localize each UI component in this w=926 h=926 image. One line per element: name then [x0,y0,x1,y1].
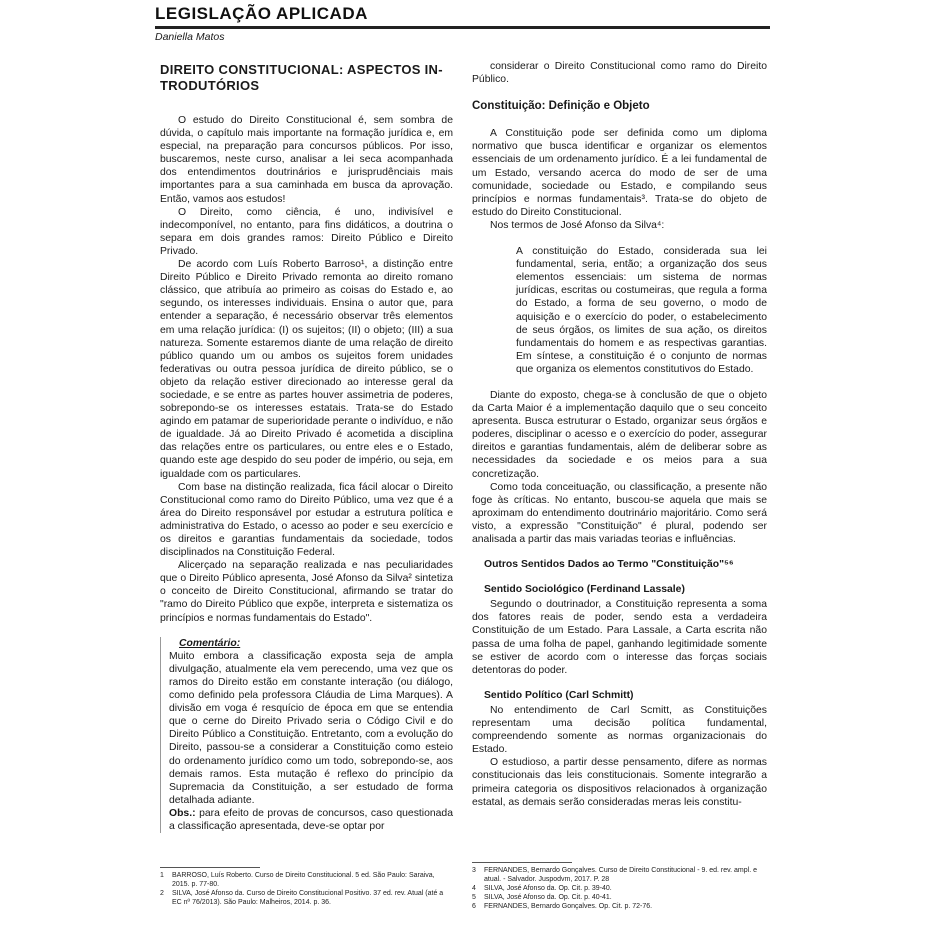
footnote-number: 4 [472,885,476,892]
chapter-title: DIREITO CONSTITUCIONAL: ASPECTOS IN-TRODUTÓRIOS [160,62,443,93]
subheading-political: Sentido Político (Carl Schmitt) [484,689,634,701]
footnote [472,902,767,911]
footnotes-right [472,866,767,911]
subheading-other-meanings: Outros Sentidos Dados ao Termo "Constituição"⁵⁶ [484,559,734,571]
paragraph: No entendimento de Carl Scmitt, as Constituições representam uma decisão política fundamental, compreendendo somente as normas organizacionais do Estado. [472,704,767,756]
footnote-text: FERNANDES, Bernardo Gonçalves. Op. Cit. p. 72-76. [484,903,653,910]
footnote-text: FERNANDES, Bernardo Gonçalves. Curso de Direito Constitucional - 9. ed. rev. ampl. e atual. - Salvador. Juspodvm, 2017. P. 28 [484,867,757,883]
paragraph: O estudioso, a partir desse pensamento, difere as normas constitucionais das leis constitucionais. Somente integrarão a primeira categoria os dispositivos relacionados à organização estatal, as demais serão consideradas meras leis constitu- [472,757,767,808]
paragraph: A Constituição pode ser definida como um diploma normativo que busca identificar e organizar os elementos essenciais de um ordenamento jurídico. É a lei fundamental de um Estado, versando acerca do modo de ser de uma comunidade, sociedade ou Estado, e compilando seus princípios e normas fundamentais³. Trata-se do objeto de estudo do Direito Constitucional. [472,128,767,218]
footnote [472,884,767,893]
block-quote: A constituição do Estado, considerada sua lei fundamental, seria, então; a organização dos seus elementos essenciais: um sistema de normas jurídicas, escritas ou costumeiras, que regula a forma do Estado, a forma de seu governo, o modo de aquisição e o exercício do poder, o estabelecimento de seus órgãos, os limites de sua ação, os direitos fundamentais do homem e as respectivas garantias. Em síntese, a constituição é o conjunto de normas que organiza os elementos constitutivos do Estado. [516,246,767,375]
section-title: Constituição: Definição e Objeto [472,100,650,113]
obs-label: Obs.: [169,807,196,819]
paragraph: De acordo com Luís Roberto Barroso¹, a distinção entre Direito Público e Direito Privado remonta ao direito romano clássico, que atribuía ao primeiro as coisas do Estado e, ao segundo, os interesses individuais. Ensina o autor que, para entender a separação, é necessário observar três elementos em uma relação jurídica: (I) os sujeitos; (II) o objeto; (III) a sua natureza. Somente estaremos diante de uma relação de direito público quando um ou ambos os sujeitos forem unidades federativas ou outra pessoa jurídica de direito público, se o objeto da relação estiver direcionado ao interesse geral da sociedade, e se entre as partes houver assimetria de poderes, sobrepondo-se os interesses estatais. Trata-se do Estado agindo em patamar de superioridade perante o indivíduo, e não de igualdade. Já ao Direito Privado é acometida a disciplina das relações entre os particulares, ou entre eles e o Estado, quando este age despido do seu poder de império, ou seja, em igualdade com os particulares. [160,259,453,480]
obs-text: para efeito de provas de concursos, caso questionada a classificação apresentada, deve-se optar por [169,807,453,832]
footnote-text: SILVA, José Afonso da. Op. Cit. p. 40-41. [484,894,612,901]
page-header [155,4,770,43]
comment-box [160,637,453,833]
footnote-text: SILVA, José Afonso da. Curso de Direito Constitucional Positivo. 37 ed. rev. Atual (até a EC nº 76/2013). São Paulo: Malheiros, 2014. p. 36. [172,890,444,906]
comment-title: Comentário: [179,637,241,649]
paragraph: Diante do exposto, chega-se à conclusão de que o objeto da Carta Maior é a implementação daquilo que o seu conceito apresenta. Busca estruturar o Estado, organizar seus órgãos e poderes, disciplinar o acesso e o exercício do poder, assegurar direitos e garantias fundamentais, além de deliberar sobre as necessidades da sociedade e os meios para a sua concretização. [472,389,767,480]
paragraph: Com base na distinção realizada, fica fácil alocar o Direito Constitucional como ramo do Direito Público, uma vez que é a área do Direito responsável por estudar a estrutura política e administrativa do Estado, o acesso ao poder e seu exercício e os direitos e garantias fundamentais da sociedade, todos disciplinados na Constituição Federal. [160,481,453,559]
footnote-number: 3 [472,867,476,874]
footnote-rule [472,862,572,863]
paragraph: Segundo o doutrinador, a Constituição representa a soma dos fatores reais de poder, sendo esta a verdadeira Constituição de um Estado. Para Lassale, a Carta escrita não passa de uma folha de papel, ganhando legitimidade somente se estiver de acordo com o interesse das forças sociais detentoras do poder. [472,599,767,676]
footnote [160,889,453,907]
comment-text: Muito embora a classificação exposta seja de ampla divulgação, atualmente ela vem perecendo, uma vez que os ramos do Direito estão em constante interação (ou diálogo, como definido pela professora Cláudia de Lima Marques). A divisão em voga é resquício de época em que se entendia que o cerne do Direito Privado seria o Código Civil e do Direito Público a Constituição. Entretanto, com a evolução do Direito, passou-se a considerar a Constituição como esteio do ordenamento jurídico como um todo, sobrepondo-se, aos demais ramos. Esta mutação é reflexo do princípio da Supremacia da Constituição, a ser estudado de forma detalhada adiante. [169,650,453,806]
footnote [160,871,453,889]
comment-obs [169,807,453,833]
subheading-sociological: Sentido Sociológico (Ferdinand Lassale) [484,584,685,596]
footnote-rule [160,867,260,868]
paragraph: O Direito, como ciência, é uno, indivisível e indecomponível, no entanto, para fins didáticos, a doutrina o separa em dois grandes ramos: Direito Público e Direito Privado. [160,206,453,257]
left-column [160,60,453,833]
header-title: LEGISLAÇÃO APLICADA [155,4,368,23]
footnotes-left [160,871,453,907]
footnote-number: 1 [160,872,164,879]
footnote [472,866,767,884]
paragraph: Alicerçado na separação realizada e nas peculiaridades que o Direito Público apresenta, José Afonso da Silva² sintetiza o conceito de Direito Constitucional, afirmando se tratar do "ramo do Direito Público que expõe, interpreta e sistematiza os princípios e normas fundamentais do Estado". [160,560,453,624]
right-column [472,60,767,809]
footnote-number: 6 [472,903,476,910]
header-rule [155,26,770,29]
footnote-text: BARROSO, Luís Roberto. Curso de Direito Constitucional. 5 ed. São Paulo: Saraiva, 2015. p. 77-80. [172,872,435,888]
paragraph: Como toda conceituação, ou classificação, a presente não foge às críticas. No entanto, buscou-se aquela que mais se aproximam do entendimento doutrinário majoritário. Como será visto, a expressão "Constituição" é plural, podendo ser analisada a partir das mais variadas teorias e influências. [472,481,767,545]
footnote [472,893,767,902]
footnote-text: SILVA, José Afonso da. Op. Cit. p. 39-40. [484,885,612,892]
footnote-number: 5 [472,894,476,901]
author-name: Daniella Matos [155,31,225,43]
paragraph: Nos termos de José Afonso da Silva⁴: [490,219,665,231]
paragraph: O estudo do Direito Constitucional é, sem sombra de dúvida, o capítulo mais importante na formação jurídica e, em especial, na preparação para concursos públicos. Por isso, buscaremos, neste curso, analisar a lei seca acompanhada dos entendimentos doutrinários e jurisprudênciais mais importantes para a sua caminhada em busca da aprovação. Então, vamos aos estudos! [160,115,453,205]
continuation-text: considerar o Direito Constitucional como ramo do Direito Público. [472,61,767,86]
footnote-number: 2 [160,890,164,897]
